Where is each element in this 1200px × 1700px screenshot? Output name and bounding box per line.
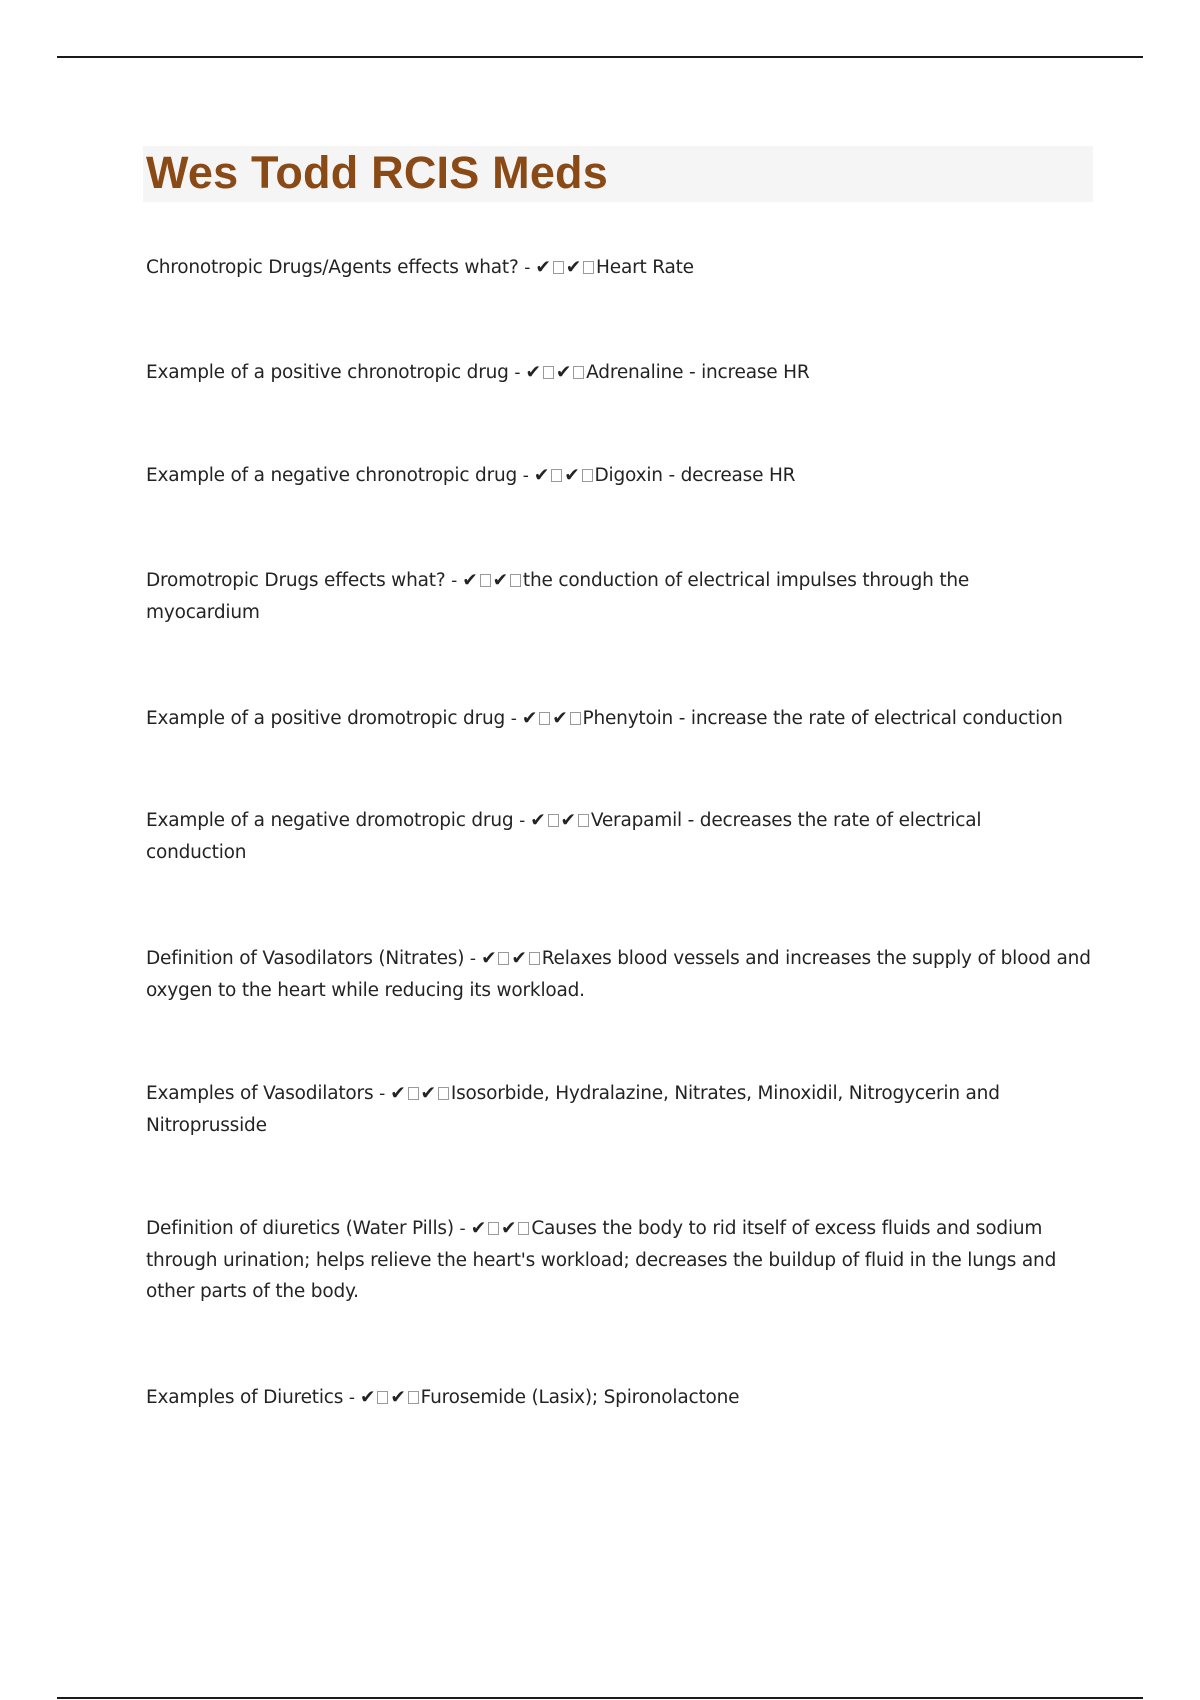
question-text: Chronotropic Drugs/Agents effects what? xyxy=(146,257,519,278)
check-mark-icon: ✔ xyxy=(565,257,582,278)
check-mark-icon: ✔ xyxy=(533,465,550,486)
placeholder-box-icon xyxy=(408,1087,419,1100)
placeholder-box-icon xyxy=(578,814,589,827)
placeholder-box-icon xyxy=(377,1391,388,1404)
placeholder-box-icon xyxy=(488,1222,499,1235)
check-mark-icon: ✔ xyxy=(470,1218,486,1239)
answer-text: Phenytoin - increase the rate of electrical conduction xyxy=(582,708,1063,729)
placeholder-box-icon xyxy=(480,574,491,587)
qa-item-3: Example of a negative chronotropic drug - ✔ ✔ Digoxin - decrease HR xyxy=(146,465,796,486)
placeholder-box-icon xyxy=(582,469,593,482)
answer-text: Adrenaline - increase HR xyxy=(586,362,810,383)
qa-item-4: Dromotropic Drugs effects what? - ✔ ✔ the conduction of electrical impulses through the myocardium xyxy=(146,570,970,623)
document-title: Wes Todd RCIS Meds xyxy=(146,147,608,198)
placeholder-box-icon xyxy=(408,1391,419,1404)
qa-item-2: Example of a positive chronotropic drug - ✔ ✔ Adrenaline - increase HR xyxy=(146,362,810,383)
check-mark-icon: ✔ xyxy=(492,570,508,591)
answer-text: Furosemide (Lasix); Spironolactone xyxy=(420,1387,740,1408)
check-mark-icon: ✔ xyxy=(390,1387,406,1408)
answer-text: Causes the body to rid itself of excess fluids and sodium through urination; helps relieve the heart's workload; decreases the buildup of fluid in the lungs and other parts of the body. xyxy=(146,1218,1057,1302)
placeholder-box-icon xyxy=(573,366,584,379)
check-mark-icon: ✔ xyxy=(525,362,541,383)
qa-item-6: Example of a negative dromotropic drug - ✔ ✔ Verapamil - decreases the rate of electrical conduction xyxy=(146,810,982,863)
top-rule xyxy=(57,56,1143,58)
question-text: Dromotropic Drugs effects what? xyxy=(146,570,446,591)
qa-item-8: Examples of Vasodilators - ✔ ✔ Isosorbide, Hydralazine, Nitrates, Minoxidil, Nitrogycerin and Nitroprusside xyxy=(146,1083,1000,1136)
check-mark-icon: ✔ xyxy=(511,948,527,969)
placeholder-box-icon xyxy=(553,261,564,274)
answer-text: Heart Rate xyxy=(596,257,694,278)
placeholder-box-icon xyxy=(498,952,509,965)
check-mark-icon: ✔ xyxy=(560,810,576,831)
answer-text: Verapamil - decreases the rate of electrical conduction xyxy=(146,810,982,863)
placeholder-box-icon xyxy=(529,952,540,965)
placeholder-box-icon xyxy=(518,1222,529,1235)
qa-item-9: Definition of diuretics (Water Pills) - ✔ ✔ Causes the body to rid itself of excess fluids and sodium through urination; helps relieve the heart's workload; decreases the buildup of fluid in the lungs and other parts of the body. xyxy=(146,1218,1057,1302)
qa-item-5: Example of a positive dromotropic drug - ✔ ✔ Phenytoin - increase the rate of electrical conduction xyxy=(146,708,1063,729)
placeholder-box-icon xyxy=(543,366,554,379)
placeholder-box-icon xyxy=(551,469,562,482)
check-mark-icon: ✔ xyxy=(390,1083,406,1104)
question-text: Example of a positive dromotropic drug xyxy=(146,708,506,729)
question-text: Examples of Diuretics xyxy=(146,1387,344,1408)
check-mark-icon: ✔ xyxy=(552,708,568,729)
placeholder-box-icon xyxy=(548,814,559,827)
check-mark-icon: ✔ xyxy=(462,570,478,591)
qa-item-7: Definition of Vasodilators (Nitrates) - ✔ ✔ Relaxes blood vessels and increases the supply of blood and oxygen to the heart while reducing its workload. xyxy=(146,948,1091,1001)
check-mark-icon: ✔ xyxy=(420,1083,436,1104)
question-text: Example of a positive chronotropic drug xyxy=(146,362,509,383)
check-mark-icon: ✔ xyxy=(501,1218,517,1239)
question-text: Definition of Vasodilators (Nitrates) xyxy=(146,948,465,969)
question-text: Example of a negative dromotropic drug xyxy=(146,810,514,831)
placeholder-box-icon xyxy=(510,574,521,587)
qa-item-1: Chronotropic Drugs/Agents effects what? - ✔ ✔ Heart Rate xyxy=(146,257,694,278)
question-text: Example of a negative chronotropic drug xyxy=(146,465,518,486)
check-mark-icon: ✔ xyxy=(535,257,551,278)
answer-text: Isosorbide, Hydralazine, Nitrates, Minoxidil, Nitrogycerin and Nitroprusside xyxy=(146,1083,1000,1136)
check-mark-icon: ✔ xyxy=(564,465,580,486)
answer-text: Digoxin - decrease HR xyxy=(594,465,796,486)
bottom-rule xyxy=(57,1697,1143,1699)
check-mark-icon: ✔ xyxy=(481,948,497,969)
answer-text: the conduction of electrical impulses through the myocardium xyxy=(146,570,970,623)
check-mark-icon: ✔ xyxy=(530,810,546,831)
placeholder-box-icon xyxy=(570,712,581,725)
placeholder-box-icon xyxy=(438,1087,449,1100)
answer-text: Relaxes blood vessels and increases the supply of blood and oxygen to the heart while reducing its workload. xyxy=(146,948,1091,1001)
check-mark-icon: ✔ xyxy=(360,1387,376,1408)
check-mark-icon: ✔ xyxy=(555,362,572,383)
check-mark-icon: ✔ xyxy=(521,708,538,729)
question-text: Definition of diuretics (Water Pills) xyxy=(146,1218,454,1239)
placeholder-box-icon xyxy=(583,261,594,274)
qa-item-10: Examples of Diuretics - ✔ ✔ Furosemide (Lasix); Spironolactone xyxy=(146,1387,740,1408)
question-text: Examples of Vasodilators xyxy=(146,1083,374,1104)
placeholder-box-icon xyxy=(539,712,550,725)
